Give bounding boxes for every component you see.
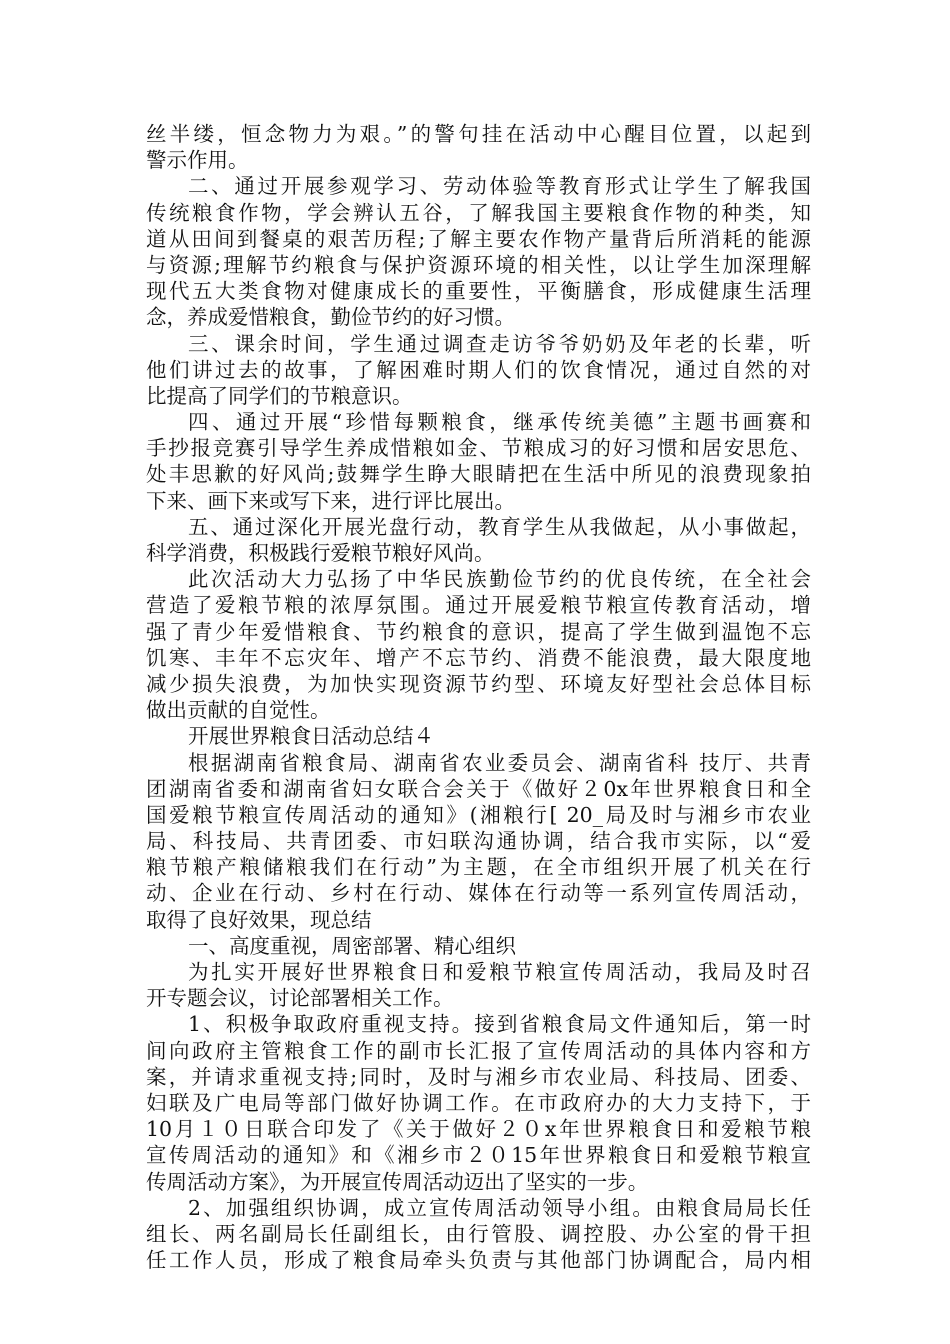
text-line: 此次活动大力弘扬了中华民族勤俭节约的优良传统，在全社会 [188, 567, 811, 592]
text-line: 粮节粮产粮储粮我们在行动”为主题，在全市组织开展了机关在行 [146, 855, 811, 880]
document-body [146, 121, 811, 1273]
text-line: 下来、画下来或写下来，进行评比展出。 [146, 488, 515, 513]
text-line: 开专题会议，讨论部署相关工作。 [146, 986, 454, 1011]
text-line: 开展世界粮食日活动总结４ [188, 724, 434, 749]
text-line: 科学消费，积极践行爱粮节粮好风尚。 [146, 541, 495, 565]
text-line: 2、加强组织协调，成立宣传周活动领导小组。由粮食局局长任 [188, 1195, 811, 1220]
text-line: 饥寒、丰年不忘灾年、增产不忘节约、消费不能浪费，最大限度地 [146, 645, 811, 670]
text-line: 案，并请求重视支持;同时，及时与湘乡市农业局、科技局、团委、 [146, 1064, 811, 1089]
text-line: 二、通过开展参观学习、劳动体验等教育形式让学生了解我国 [188, 174, 811, 199]
text-line: 为扎实开展好世界粮食日和爱粮节粮宣传周活动，我局及时召 [188, 960, 811, 984]
text-line: 取得了良好效果，现总结 [146, 907, 372, 932]
text-line: 传周活动方案》，为开展宣传周活动迈出了坚实的一步。 [146, 1169, 649, 1194]
text-line: 妇联及广电局等部门做好协调工作。在市政府办的大力支持下，于 [146, 1090, 811, 1115]
text-line: 10月１０日联合印发了《关于做好２０x年世界粮食日和爱粮节粮 [146, 1117, 811, 1142]
text-line: 国爱粮节粮宣传周活动的通知》(湘粮行[ 20_局及时与湘乡市农业 [146, 802, 811, 827]
text-line: 一、高度重视，周密部署、精心组织 [188, 933, 516, 958]
text-line: 五、通过深化开展光盘行动，教育学生从我做起，从小事做起， [188, 514, 811, 539]
text-line: 任工作人员，形成了粮食局牵头负责与其他部门协调配合，局内相 [146, 1248, 811, 1273]
text-line: 与资源;理解节约粮食与保护资源环境的相关性，以让学生加深理解 [146, 252, 811, 277]
text-line: 比提高了同学们的节粮意识。 [146, 383, 413, 408]
text-line: 手抄报竞赛引导学生养成惜粮如金、节粮成习的好习惯和居安思危、 [146, 436, 811, 461]
text-line: 念，养成爱惜粮食，勤俭节约的好习惯。 [146, 305, 515, 330]
text-line: 营造了爱粮节粮的浓厚氛围。通过开展爱粮节粮宣传教育活动，增 [146, 593, 811, 618]
text-line: 处丰思歉的好风尚;鼓舞学生睁大眼睛把在生活中所见的浪费现象拍 [146, 462, 811, 487]
text-line: 丝半缕，恒念物力为艰。”的警句挂在活动中心醒目位置，以起到 [146, 122, 811, 146]
text-line: 现代五大类食物对健康成长的重要性，平衡膳食，形成健康生活理 [146, 279, 811, 304]
text-line: 根据湖南省粮食局、湖南省农业委员会、湖南省科 技厅、共青 [188, 750, 811, 775]
text-line: 警示作用。 [146, 148, 249, 173]
text-line: 团湖南省委和湖南省妇女联合会关于《做好２0x年世界粮食日和全 [146, 776, 811, 801]
text-line: 宣传周活动的通知》和《湘乡市２０15年世界粮食日和爱粮节粮宣 [146, 1143, 811, 1168]
text-line: 三、课余时间，学生通过调查走访爷爷奶奶及年老的长辈，听 [188, 331, 811, 356]
text-line: 局、科技局、共青团委、市妇联沟通协调，结合我市实际，以“爱 [146, 829, 811, 854]
text-line: 动、企业在行动、乡村在行动、媒体在行动等一系列宣传周活动， [146, 881, 811, 906]
text-line: 他们讲过去的故事，了解困难时期人们的饮食情况，通过自然的对 [146, 357, 811, 382]
text-line: 四、通过开展“珍惜每颗粮食，继承传统美德”主题书画赛和 [188, 410, 811, 435]
text-line: 道从田间到餐桌的艰苦历程;了解主要农作物产量背后所消耗的能源 [146, 226, 811, 251]
text-line: 1、积极争取政府重视支持。接到省粮食局文件通知后，第一时 [188, 1012, 811, 1037]
text-line: 组长、两名副局长任副组长，由行管股、调控股、办公室的骨干担 [146, 1221, 811, 1246]
text-line: 强了青少年爱惜粮食、节约粮食的意识，提高了学生做到温饱不忘 [146, 619, 811, 644]
text-line: 传统粮食作物，学会辨认五谷，了解我国主要粮食作物的种类，知 [146, 200, 811, 225]
text-line: 减少损失浪费，为加快实现资源节约型、环境友好型社会总体目标 [146, 671, 811, 696]
text-line: 间向政府主管粮食工作的副市长汇报了宣传周活动的具体内容和方 [146, 1038, 811, 1063]
text-line: 做出贡献的自觉性。 [146, 698, 331, 723]
